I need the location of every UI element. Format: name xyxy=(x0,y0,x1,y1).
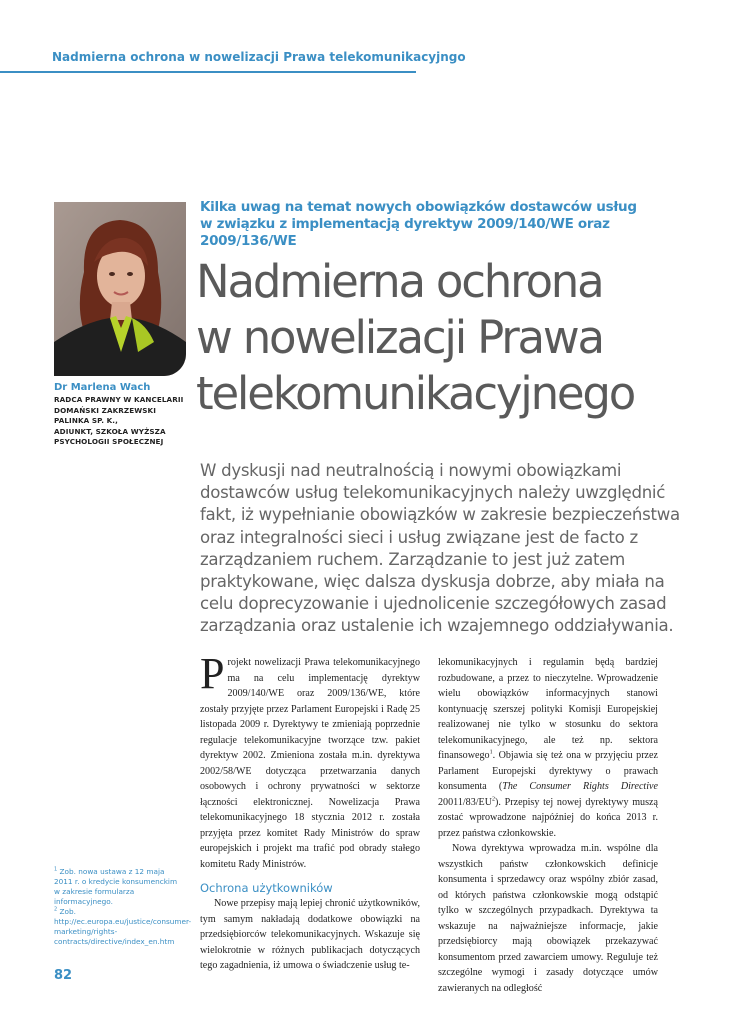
body-paragraph xyxy=(200,649,420,872)
header-rule xyxy=(0,71,416,73)
author-block xyxy=(54,382,194,448)
body-paragraph: Nowa dyrektywa wprowadza m.in. wspólne dla wszystkich państw członkowskich definicje konsumenta i sprzedawcy oraz wspólny zbiór zasad, od których państwa członkowskie mogą odstąpić tylko w szczególnych przypadkach. Dyrektywa ta wskazuje na najważniejsze informacje, jakie przedsiębiorcy mają obowiązek przekazywać konsumentom przed zawarciem umowy. Reguluje też szczególne wymogi i zasady dotyczące umów zawieranych na odległość xyxy=(438,843,658,994)
author-affiliation-line: RADCA PRAWNY W KANCELARII xyxy=(54,395,184,404)
paragraph-italic-text: The Consumer Rights Directive xyxy=(502,781,658,792)
author-affiliation-line: DOMAŃSKI ZAKRZEWSKI xyxy=(54,405,156,415)
kicker-line: w związku z implementacją dyrektyw 2009/140/WE oraz 2009/136/WE xyxy=(200,216,610,249)
kicker-line: Kilka uwag na temat nowych obowiązków dostawców usług xyxy=(200,199,637,215)
section-subhead: Ochrona użytkowników xyxy=(200,881,333,895)
title-line: telekomunikacyjnego xyxy=(196,367,635,420)
paragraph-text: rojekt nowelizacji Prawa telekomunikacyjnego ma na celu implementację dyrektyw 2009/140/WE oraz 2009/136/WE, które zostały przyjęte przez Parlament Europejski i Radę 25 listopada 2009 r. Dyrektywy te zmieniają poprzednie regulacje telekomunikacyjne tworzące tzw. pakiet dyrektyw 2002. Zmieniona została m.in. dyrektywa 2002/58/WE dotycząca przetwarzania danych osobowych i ochrony prywatności w sektorze łączności elektronicznej. Nowelizacja Prawa telekomunikacyjnego 18 stycznia 2012 r. została przyjęta przez komitet Rady Ministrów do spraw europejskich i projekt ma trafić pod obrady stałego komitetu Rady Ministrów. xyxy=(200,657,420,870)
paragraph-text: ). Przepisy tej nowej dyrektywy muszą zostać wprowadzone najpóźniej do końca 2013 r. przez państwa członkowskie. xyxy=(438,796,658,839)
footnotes xyxy=(54,866,192,947)
author-affiliation-line: PSYCHOLOGII SPOŁECZNEJ xyxy=(54,437,164,446)
page-number: 82 xyxy=(54,968,73,983)
author-name: Dr Marlena Wach xyxy=(54,382,151,393)
article-lead: W dyskusji nad neutralnością i nowymi obowiązkami dostawców usług telekomunikacyjnych należy uwzględnić fakt, iż wypełnianie obowiązków w zakresie bezpieczeństwa oraz integralności sieci i usług związane jest de facto z zarządzaniem ruchem. Zarządzanie to jest już zatem praktykowane, więc dalsza dyskusja dobrze, aby miała na celu doprecyzowanie i ujednolicenie szczegółowych zasad zarządzania oraz ustalenie ich wzajemnego oddziaływania. xyxy=(200,461,680,636)
footnote xyxy=(54,867,184,907)
author-photo xyxy=(54,202,186,376)
footnote-number: 2 xyxy=(54,906,58,913)
body-column-right xyxy=(438,655,658,996)
title-line: Nadmierna ochrona xyxy=(196,255,603,308)
footnote-text: Zob. http://ec.europa.eu/justice/consumer-marketing/rights-contracts/directive/index_en.htm xyxy=(54,907,192,946)
footnote-number: 1 xyxy=(54,866,58,873)
paragraph-text: 20011/83/EU xyxy=(438,796,493,808)
footnote xyxy=(54,906,192,947)
footnote-text: Zob. nowa ustawa z 12 maja 2011 r. o kredycie konsumenckim w zakresie formularza informacyjnego. xyxy=(54,867,178,906)
drop-cap: P xyxy=(200,649,225,698)
body-paragraph xyxy=(438,655,658,841)
paragraph-text: lekomunikacyjnych i regulamin będą bardziej rozbudowane, a przez to nieczytelne. Wprowadzenie wielu obowiązków informacyjnych stanowi kontynuację szerszej polityki Komisji Europejskiej realizowanej nie tylko w stosunku do sektora telekomunikacyjnego, ale też np. sektora finansowego xyxy=(438,657,658,761)
article-kicker xyxy=(200,199,700,250)
author-affiliation-line: ADIUNKT, SZKOŁA WYŻSZA xyxy=(54,426,166,436)
body-column-left xyxy=(200,649,420,974)
footnote-ref: 2 xyxy=(492,796,496,803)
title-line: w nowelizacji Prawa xyxy=(196,311,603,364)
running-head: Nadmierna ochrona w nowelizacji Prawa telekomunikacyjngo xyxy=(52,50,466,64)
footnote-ref: 1 xyxy=(489,749,493,756)
article-title xyxy=(196,254,716,422)
body-paragraph: Nowe przepisy mają lepiej chronić użytkowników, tym samym nakładają dodatkowe obowiązki na przedsiębiorców telekomunikacyjnych. Wskazuje się wielokrotnie w różnych publikacjach dotyczących tego zagadnienia, iż umowa o świadczenie usług te- xyxy=(200,898,420,971)
author-affiliation-line: PALINKA SP. K., xyxy=(54,416,118,425)
author-portrait-image xyxy=(54,202,186,376)
paragraph-text: . Objawia się też ona w przyjęciu przez Parlament Europejski dyrektywy o prawach konsumenta ( xyxy=(438,750,658,792)
